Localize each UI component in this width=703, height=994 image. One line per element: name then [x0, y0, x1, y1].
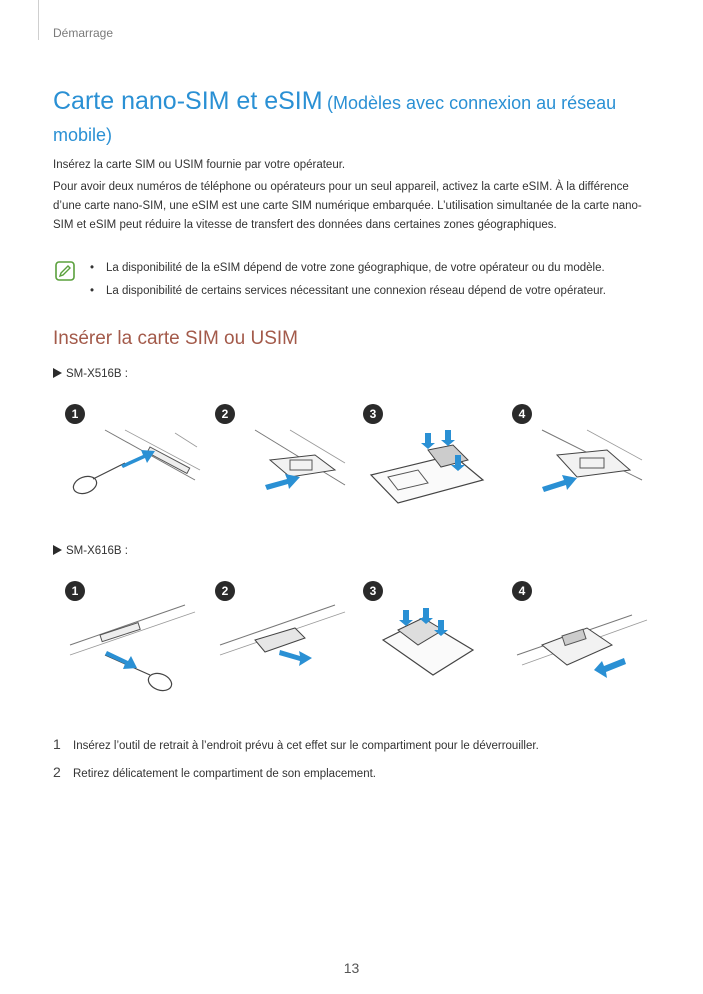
- illustration-insert-tray-2: [512, 600, 652, 685]
- step-badge: 2: [215, 581, 235, 601]
- illustration-place-sim-2: [363, 600, 493, 685]
- title-main: Carte nano-SIM et eSIM: [53, 87, 323, 115]
- intro-paragraph-2: Pour avoir deux numéros de téléphone ou opérateurs pour un seul appareil, activez la carte eSIM. À la différence d’une carte nano-SIM, une eSIM est une carte SIM numérique embarquée. L’utilisation simultanée de la carte nano-SIM et eSIM peut réduire la vitesse de transfert des données dans certaines zones géographiques.: [53, 181, 642, 231]
- note-item: • La disponibilité de la eSIM dépend de votre zone géographique, de votre opérateur ou du modèle.: [90, 262, 605, 274]
- triangle-icon: [53, 545, 62, 555]
- page-number: 13: [343, 960, 360, 976]
- illustration-eject-tool: [65, 425, 205, 505]
- note-icon: [55, 261, 75, 281]
- section-label: Démarrage: [53, 26, 114, 40]
- triangle-icon: [53, 368, 62, 378]
- step-badge: 3: [363, 404, 383, 424]
- section-subheading: Insérer la carte SIM ou USIM: [53, 328, 298, 349]
- step-badge: 1: [65, 581, 85, 601]
- intro-paragraph-1: Insérez la carte SIM ou USIM fournie par votre opérateur.: [53, 159, 346, 171]
- step-badge: 4: [512, 581, 532, 601]
- illustration-remove-tray-2: [215, 600, 355, 680]
- header-divider: [38, 0, 39, 40]
- step-badge: 1: [65, 404, 85, 424]
- illustration-remove-tray: [215, 425, 355, 505]
- page-title: [53, 86, 663, 152]
- illustration-insert-tray: [512, 425, 652, 505]
- step-badge: 4: [512, 404, 532, 424]
- illustration-eject-tool-2: [65, 600, 205, 700]
- illustration-place-sim: [363, 425, 493, 510]
- model-label: SM-X616B :: [53, 545, 128, 557]
- step-badge: 2: [215, 404, 235, 424]
- instruction-step: 2 Retirez délicatement le compartiment de son emplacement.: [53, 764, 376, 780]
- step-badge: 3: [363, 581, 383, 601]
- title-sub: (Modèles avec connexion au réseau mobile): [53, 93, 617, 145]
- note-item: • La disponibilité de certains services nécessitant une connexion réseau dépend de votre opérateur.: [90, 285, 606, 297]
- instruction-step: 1 Insérez l’outil de retrait à l’endroit prévu à cet effet sur le compartiment pour le déverrouiller.: [53, 736, 539, 752]
- model-label: SM-X516B :: [53, 368, 128, 380]
